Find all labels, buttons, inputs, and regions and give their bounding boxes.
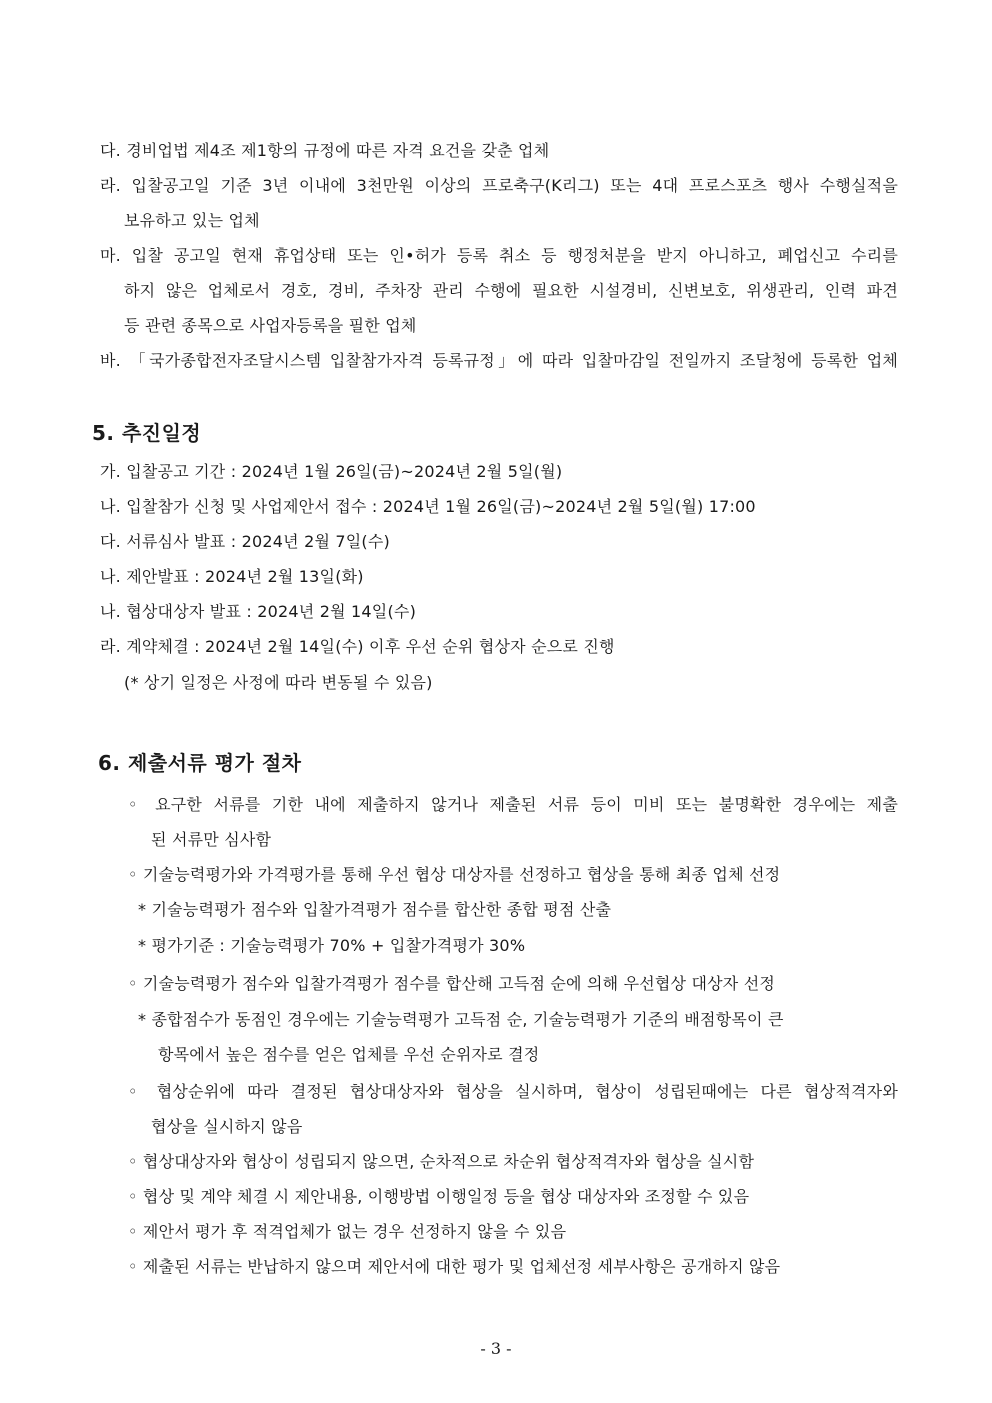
- schedule-item-2: 나. 입찰참가 신청 및 사업제안서 접수 : 2024년 1월 26일(금)~2024년 2월 5일(월) 17:00: [100, 497, 756, 516]
- eligibility-item-ra-cont: 보유하고 있는 업체: [124, 211, 260, 230]
- procedure-note-2: * 평가기준 : 기술능력평가 70% + 입찰가격평가 30%: [138, 936, 526, 955]
- eligibility-item-ra: 라. 입찰공고일 기준 3년 이내에 3천만원 이상의 프로축구(K리그) 또는 4대 프로스포츠 행사 수행실적을: [100, 176, 898, 195]
- section-5-title: 5. 추진일정: [92, 421, 202, 445]
- page-number: - 3 -: [480, 1339, 512, 1358]
- procedure-line-4-cont: 협상을 실시하지 않음: [151, 1117, 303, 1136]
- procedure-line-1: ◦ 요구한 서류를 기한 내에 제출하지 않거나 제출된 서류 등이 미비 또는 불명확한 경우에는 제출: [128, 795, 898, 814]
- eligibility-item-ba: 바. 「국가종합전자조달시스템 입찰참가자격 등록규정」에 따라 입찰마감일 전일까지 조달청에 등록한 업체: [100, 351, 898, 370]
- schedule-item-3: 다. 서류심사 발표 : 2024년 2월 7일(수): [100, 532, 390, 551]
- eligibility-item-ma-cont1: 하지 않은 업체로서 경호, 경비, 주차장 관리 수행에 필요한 시설경비, 신변보호, 위생관리, 인력 파견: [124, 281, 898, 300]
- eligibility-item-ma-cont2: 등 관련 종목으로 사업자등록을 필한 업체: [124, 316, 417, 335]
- section-6-title: 6. 제출서류 평가 절차: [98, 751, 302, 775]
- procedure-line-7: ◦ 제안서 평가 후 적격업체가 없는 경우 선정하지 않을 수 있음: [128, 1222, 567, 1241]
- procedure-note-1: * 기술능력평가 점수와 입찰가격평가 점수를 합산한 종합 평점 산출: [138, 900, 612, 919]
- schedule-item-6: 라. 계약체결 : 2024년 2월 14일(수) 이후 우선 순위 협상자 순으로 진행: [100, 637, 615, 656]
- eligibility-item-da: 다. 경비업법 제4조 제1항의 규정에 따른 자격 요건을 갖춘 업체: [100, 141, 550, 160]
- procedure-line-2: ◦ 기술능력평가와 가격평가를 통해 우선 협상 대상자를 선정하고 협상을 통해 최종 업체 선정: [128, 865, 781, 884]
- procedure-line-1-cont: 된 서류만 심사함: [151, 830, 272, 849]
- procedure-note-3: * 종합점수가 동점인 경우에는 기술능력평가 고득점 순, 기술능력평가 기준의 배점항목이 큰: [138, 1010, 784, 1029]
- eligibility-item-ma: 마. 입찰 공고일 현재 휴업상태 또는 인•허가 등록 취소 등 행정처분을 받지 아니하고, 폐업신고 수리를: [100, 246, 898, 265]
- procedure-line-3: ◦ 기술능력평가 점수와 입찰가격평가 점수를 합산해 고득점 순에 의해 우선협상 대상자 선정: [128, 974, 776, 993]
- procedure-line-6: ◦ 협상 및 계약 체결 시 제안내용, 이행방법 이행일정 등을 협상 대상자와 조정할 수 있음: [128, 1187, 750, 1206]
- schedule-note: (* 상기 일정은 사정에 따라 변동될 수 있음): [124, 673, 433, 692]
- schedule-item-5: 나. 협상대상자 발표 : 2024년 2월 14일(수): [100, 602, 417, 621]
- schedule-item-1: 가. 입찰공고 기간 : 2024년 1월 26일(금)~2024년 2월 5일(월): [100, 462, 563, 481]
- procedure-line-8: ◦ 제출된 서류는 반납하지 않으며 제안서에 대한 평가 및 업체선정 세부사항은 공개하지 않음: [128, 1257, 781, 1276]
- procedure-note-3-cont: 항목에서 높은 점수를 얻은 업체를 우선 순위자로 결정: [158, 1045, 540, 1064]
- procedure-line-4: ◦ 협상순위에 따라 결정된 협상대상자와 협상을 실시하며, 협상이 성립된때에는 다른 협상적격자와: [128, 1082, 898, 1101]
- procedure-line-5: ◦ 협상대상자와 협상이 성립되지 않으면, 순차적으로 차순위 협상적격자와 협상을 실시함: [128, 1152, 755, 1171]
- schedule-item-4: 나. 제안발표 : 2024년 2월 13일(화): [100, 567, 364, 586]
